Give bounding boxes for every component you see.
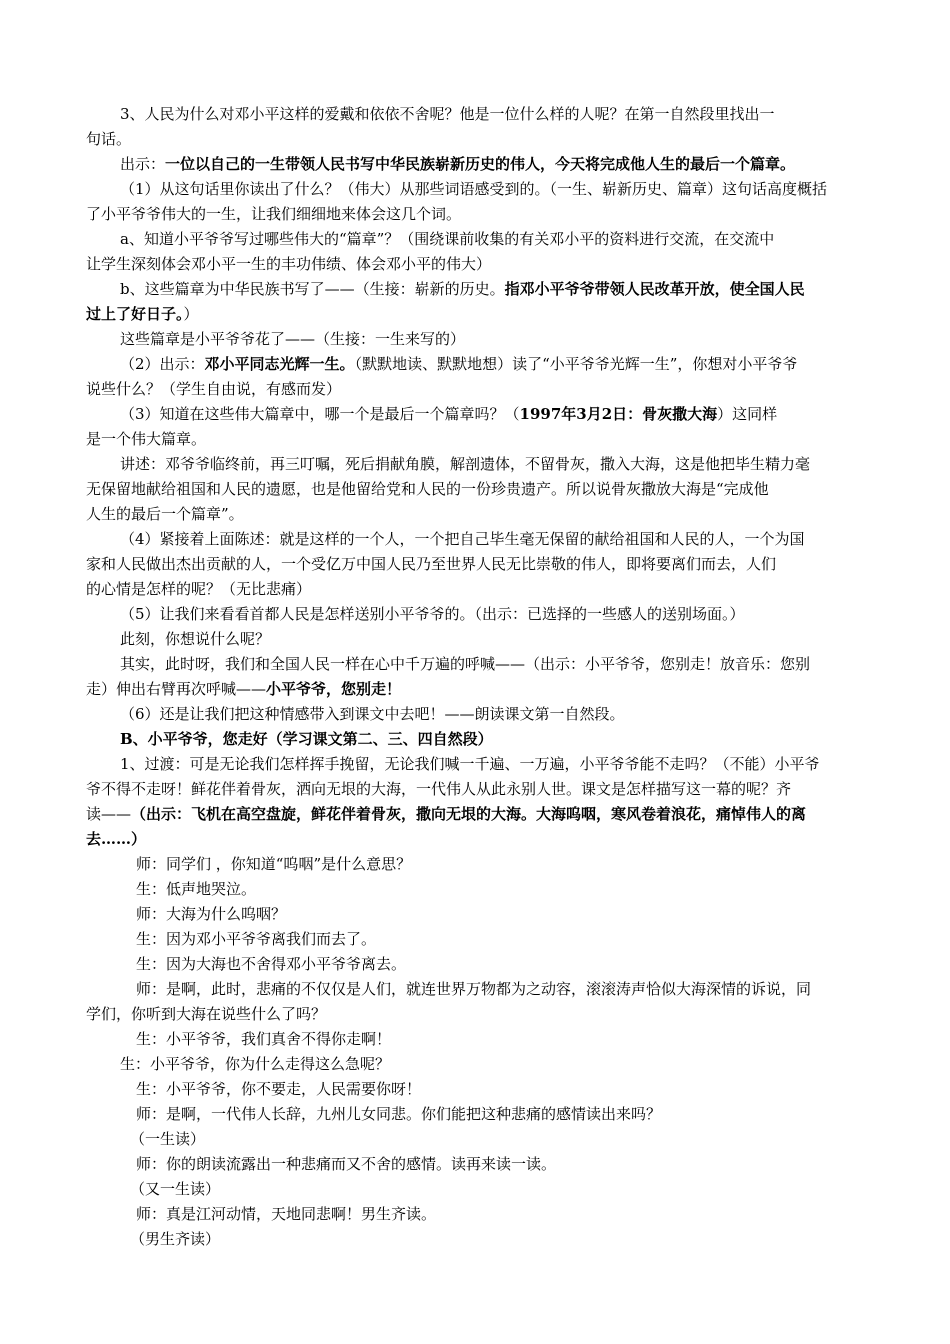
text-run: （默默地读、默默地想）读了“小平爷爷光辉一生”，你想对小平爷爷 [354,355,798,373]
text-run: 师：真是江河动情，天地同悲啊！男生齐读。 [136,1205,437,1223]
text-run: 师：你的朗读流露出一种悲痛而又不舍的感情。读再来读一读。 [136,1155,557,1173]
text-line [86,127,131,152]
text-run: （又一生读） [130,1180,221,1198]
text-line [120,452,810,477]
text-line [86,377,341,402]
bold-text-run: 指邓小平爷爷带领人民改革开放，使全国人民 [504,280,805,298]
text-run: 这些篇章是小平爷爷花了——（生接：一生来写的） [120,330,466,348]
stage-direction [130,1227,220,1252]
text-run: 爷不得不走呀！鲜花伴着骨灰，洒向无垠的大海，一代伟人从此永别人世。课文是怎样描写这一幕的呢？齐 [86,780,792,798]
text-run: 无保留地献给祖国和人民的遗愿，也是他留给党和人民的一份珍贵遗产。所以说骨灰撒放大海是“完成他 [86,480,769,498]
text-run: ）这同样 [717,405,778,423]
text-run: （1）从这句话里你读出了什么？（伟大）从那些词语感受到的。（一生、崭新历史、篇章）这句话高度概括 [120,180,828,198]
text-run: 生：小平爷爷，你为什么走得这么急呢？ [120,1055,391,1073]
dialogue-line [136,1077,421,1102]
text-run: 讲述：邓爷爷临终前，再三叮嘱，死后捐献角膜，解剖遗体，不留骨灰，撒入大海，这是他把毕生精力毫 [120,455,811,473]
text-line [86,202,461,227]
text-run: （3）知道在这些伟大篇章中，哪一个是最后一个篇章吗？（ [120,405,520,423]
text-run: 是一个伟大篇章。 [86,430,207,448]
text-line [120,627,270,652]
text-line [120,702,625,727]
text-run: b、这些篇章为中华民族书写了——（生接：崭新的历史。 [120,280,505,298]
dialogue-line [136,1027,391,1052]
text-run: 3、人民为什么对邓小平这样的爱戴和依依不舍呢？他是一位什么样的人呢？在第一自然段里找出一 [120,105,775,123]
text-line [86,777,791,802]
dialogue-line [136,1102,661,1127]
dialogue-line [120,1052,390,1077]
text-run: （6）还是让我们把这种情感带入到课文中去吧！——朗读课文第一自然段。 [120,705,625,723]
text-line [86,802,806,827]
text-run: （4）紧接着上面陈述：就是这样的一个人，一个把自己毕生毫无保留的献给祖国和人民的人，一个为国 [120,530,805,548]
text-run: 其实，此时呀，我们和全国人民一样在心中千万遍的呼喊——（出示：小平爷爷，您别走！放音乐：您别 [120,655,811,673]
bold-text-run: 去……） [86,830,147,848]
text-run: 生：因为大海也不舍得邓小平爷爷离去。 [136,955,407,973]
text-line [120,652,810,677]
text-line [120,152,795,177]
text-line [86,302,199,327]
text-line [86,577,311,602]
text-line [120,527,805,552]
text-run: 出示： [120,155,166,173]
text-run: 生：小平爷爷，我们真舍不得你走啊！ [136,1030,392,1048]
text-run: 学们，你听到大海在说些什么了吗？ [86,1005,327,1023]
text-run: （5）让我们来看看首都人民是怎样送别小平爷爷的。（出示：已选择的一些感人的送别场面。） [120,605,745,623]
text-line [120,602,745,627]
text-run: 的心情是怎样的呢？（无比悲痛） [86,580,312,598]
dialogue-line [136,877,256,902]
text-run: 师：是啊，此时，悲痛的不仅仅是人们，就连世界万物都为之动容，滚滚涛声恰似大海深情的诉说，同 [136,980,812,998]
section-heading [120,727,493,752]
dialogue-line [136,902,286,927]
stage-direction [130,1127,205,1152]
text-run: 师：同学们 ，你知道“呜咽”是什么意思？ [136,855,412,873]
text-line [86,252,491,277]
text-line [120,227,774,252]
text-line [120,402,777,427]
text-line [120,752,820,777]
text-line [120,352,797,377]
dialogue-line [136,927,376,952]
dialogue-line [136,1152,556,1177]
text-line [86,677,401,702]
dialogue-line [86,1002,326,1027]
text-line [120,327,465,352]
bold-text-run: 小平爷爷，您别走！ [266,680,402,698]
text-line [120,277,805,302]
text-line [86,477,769,502]
text-line [86,552,776,577]
text-run: ） [183,305,199,323]
text-run: 人生的最后一个篇章”。 [86,505,244,523]
text-run: 走）伸出右臂再次呼喊—— [86,680,267,698]
text-line [86,827,146,852]
text-line [120,102,775,127]
dialogue-line [136,1202,436,1227]
text-run: 师：大海为什么呜咽？ [136,905,287,923]
text-line [86,502,244,527]
bold-text-run: 一位以自己的一生带领人民书写中华民族崭新历史的伟人，今天将完成他人生的最后一个篇章。 [165,155,796,173]
text-run: 此刻，你想说什么呢？ [120,630,271,648]
text-run: 了小平爷爷伟大的一生，让我们细细地来体会这几个词。 [86,205,462,223]
text-run: 生：因为邓小平爷爷离我们而去了。 [136,930,377,948]
text-run: （2）出示： [120,355,205,373]
dialogue-line [136,852,411,877]
dialogue-line [136,977,811,1002]
text-run: 家和人民做出杰出贡献的人，一个受亿万中国人民乃至世界人民无比崇敬的伟人，即将要离们而去，人们 [86,555,777,573]
bold-text-run: B、小平爷爷，您走好（学习课文第二、三、四自然段） [120,730,493,748]
text-run: （男生齐读） [130,1230,221,1248]
text-run: 说些什么？（学生自由说，有感而发） [86,380,342,398]
text-run: 生：小平爷爷，你不要走，人民需要你呀！ [136,1080,422,1098]
text-run: 句话。 [86,130,132,148]
bold-text-run: 1997年3月2日：骨灰撒大海 [519,405,718,423]
bold-text-run: （出示：飞机在高空盘旋，鲜花伴着骨灰，撒向无垠的大海。大海呜咽，寒风卷着浪花，痛悼伟人的离 [131,805,807,823]
text-line [86,427,206,452]
text-run: （一生读） [130,1130,206,1148]
text-line [120,177,827,202]
dialogue-line [136,952,406,977]
bold-text-run: 过上了好日子。 [86,305,184,323]
bold-text-run: 邓小平同志光辉一生。 [204,355,355,373]
text-run: 生：低声地哭泣。 [136,880,257,898]
stage-direction [130,1177,220,1202]
text-run: 1、过渡：可是无论我们怎样挥手挽留，无论我们喊一千遍、一万遍，小平爷爷能不走吗？（不能）小平爷 [120,755,820,773]
text-run: a、知道小平爷爷写过哪些伟大的“篇章”？（围绕课前收集的有关邓小平的资料进行交流，在交流中 [120,230,775,248]
text-run: 让学生深刻体会邓小平一生的丰功伟绩、体会邓小平的伟大） [86,255,492,273]
text-run: 读—— [86,805,132,823]
text-run: 师：是啊，一代伟人长辞，九州儿女同悲。你们能把这种悲痛的感情读出来吗？ [136,1105,662,1123]
